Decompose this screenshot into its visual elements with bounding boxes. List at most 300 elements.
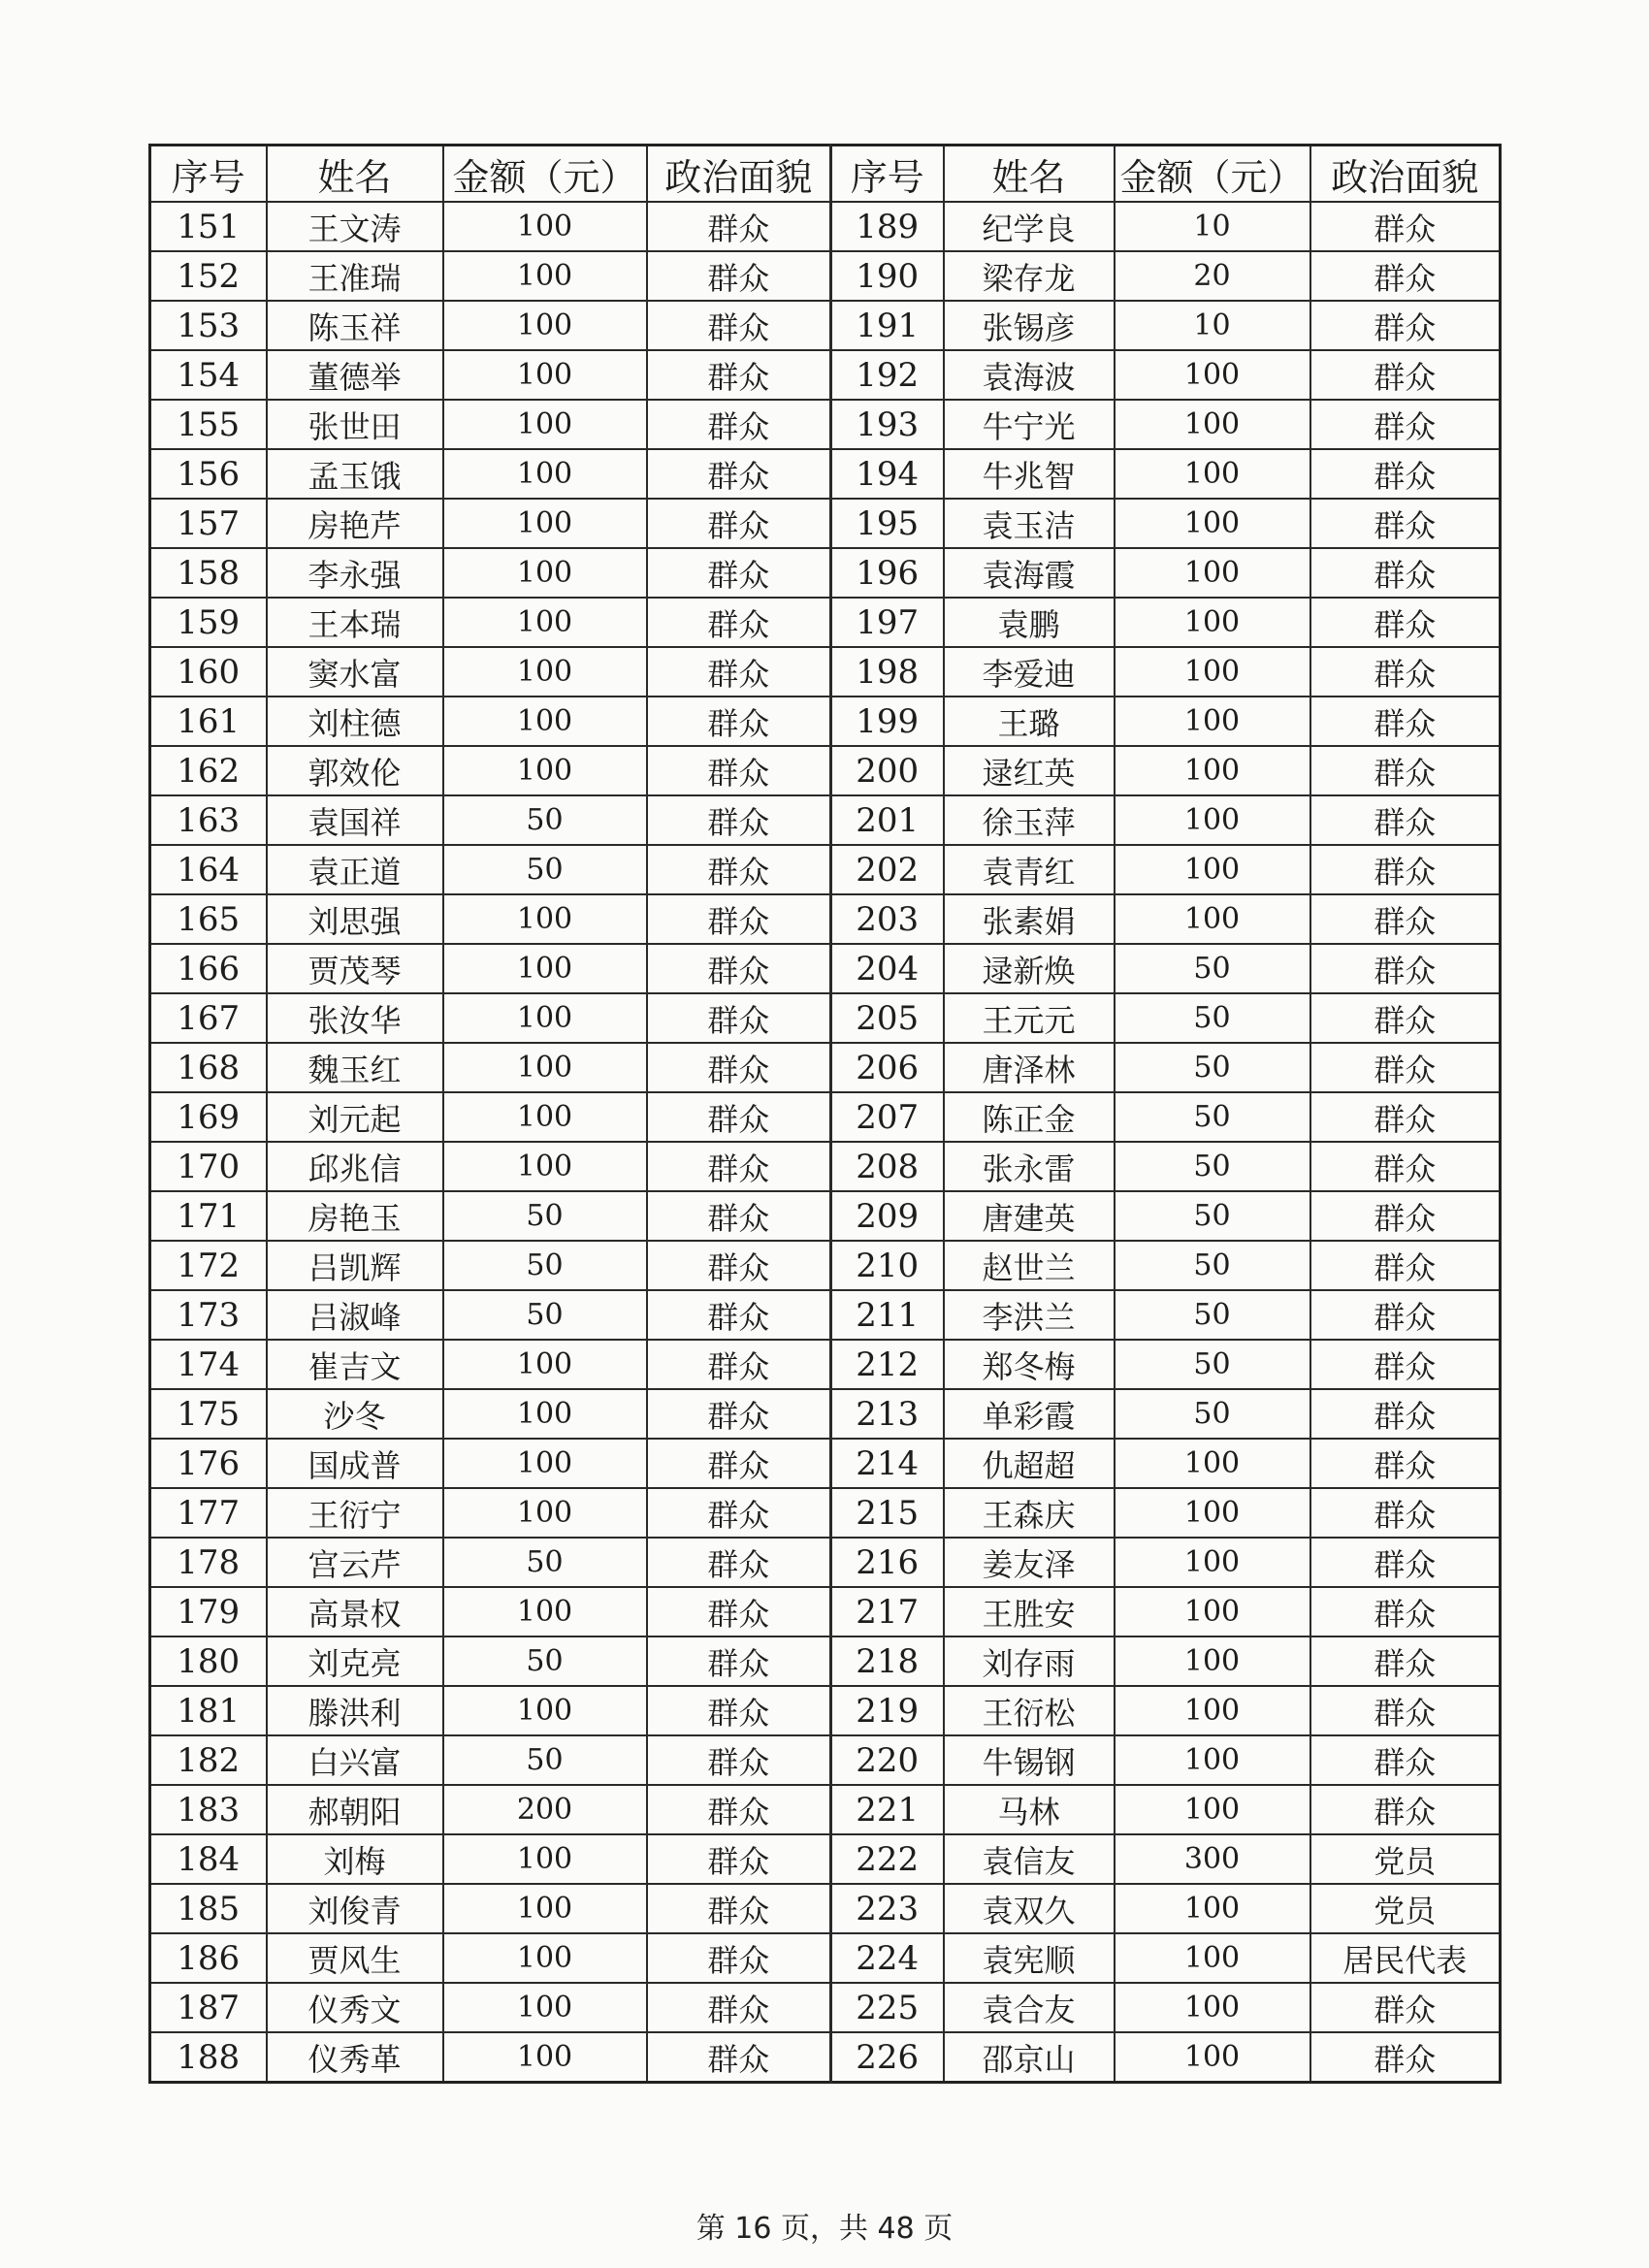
serial-cell: 158 — [150, 548, 267, 598]
serial-cell: 216 — [831, 1538, 944, 1587]
serial-cell: 183 — [150, 1785, 267, 1834]
political-status-cell: 群众 — [1310, 1488, 1501, 1538]
amount-cell: 100 — [443, 1092, 647, 1142]
amount-cell: 100 — [1115, 1538, 1310, 1587]
amount-cell: 100 — [1115, 1587, 1310, 1636]
serial-cell: 182 — [150, 1735, 267, 1785]
serial-cell: 199 — [831, 697, 944, 746]
serial-cell: 192 — [831, 350, 944, 400]
political-status-cell: 群众 — [1310, 1092, 1501, 1142]
name-cell: 刘俊青 — [267, 1884, 443, 1933]
amount-cell: 50 — [1115, 944, 1310, 993]
table-row — [150, 499, 1501, 548]
name-cell: 吕淑峰 — [267, 1290, 443, 1340]
political-status-cell: 群众 — [647, 1933, 831, 1983]
amount-cell: 50 — [1115, 993, 1310, 1043]
name-cell: 逯红英 — [944, 746, 1115, 795]
political-status-cell: 群众 — [647, 548, 831, 598]
name-cell: 王本瑞 — [267, 598, 443, 647]
serial-cell: 189 — [831, 202, 944, 251]
political-status-cell: 群众 — [1310, 1538, 1501, 1587]
name-cell: 袁玉洁 — [944, 499, 1115, 548]
political-status-cell: 群众 — [1310, 697, 1501, 746]
serial-cell: 180 — [150, 1636, 267, 1686]
table-row — [150, 894, 1501, 944]
political-status-cell: 群众 — [1310, 499, 1501, 548]
political-status-cell: 群众 — [1310, 350, 1501, 400]
serial-cell: 163 — [150, 795, 267, 845]
amount-cell: 100 — [1115, 1933, 1310, 1983]
political-status-cell: 群众 — [647, 301, 831, 350]
donation-table — [148, 144, 1502, 2084]
serial-cell: 154 — [150, 350, 267, 400]
political-status-cell: 群众 — [647, 1735, 831, 1785]
name-cell: 仪秀革 — [267, 2032, 443, 2083]
amount-cell: 100 — [1115, 795, 1310, 845]
serial-cell: 184 — [150, 1834, 267, 1884]
table-row — [150, 1092, 1501, 1142]
name-cell: 徐玉萍 — [944, 795, 1115, 845]
amount-cell: 50 — [443, 1735, 647, 1785]
serial-cell: 188 — [150, 2032, 267, 2083]
political-status-cell: 群众 — [1310, 2032, 1501, 2083]
serial-cell: 212 — [831, 1340, 944, 1389]
amount-cell: 50 — [443, 1290, 647, 1340]
political-status-cell: 群众 — [647, 449, 831, 499]
name-cell: 李爱迪 — [944, 647, 1115, 697]
political-status-cell: 党员 — [1310, 1884, 1501, 1933]
political-status-cell: 群众 — [647, 251, 831, 301]
political-status-cell: 群众 — [1310, 1191, 1501, 1241]
name-cell: 滕洪利 — [267, 1686, 443, 1735]
political-status-cell: 群众 — [1310, 1735, 1501, 1785]
table-row — [150, 1340, 1501, 1389]
serial-cell: 170 — [150, 1142, 267, 1191]
amount-cell: 100 — [1115, 350, 1310, 400]
table-body — [150, 202, 1501, 2083]
header-amount: 金额（元） — [443, 146, 647, 203]
name-cell: 邵京山 — [944, 2032, 1115, 2083]
table-row — [150, 993, 1501, 1043]
amount-cell: 100 — [1115, 746, 1310, 795]
serial-cell: 209 — [831, 1191, 944, 1241]
name-cell: 王文涛 — [267, 202, 443, 251]
serial-cell: 152 — [150, 251, 267, 301]
donation-table-sheet — [148, 144, 1499, 2084]
name-cell: 逯新焕 — [944, 944, 1115, 993]
amount-cell: 50 — [1115, 1142, 1310, 1191]
serial-cell: 160 — [150, 647, 267, 697]
amount-cell: 50 — [1115, 1043, 1310, 1092]
table-row — [150, 202, 1501, 251]
serial-cell: 155 — [150, 400, 267, 449]
name-cell: 张世田 — [267, 400, 443, 449]
political-status-cell: 群众 — [647, 1488, 831, 1538]
amount-cell: 100 — [443, 548, 647, 598]
serial-cell: 204 — [831, 944, 944, 993]
amount-cell: 100 — [1115, 697, 1310, 746]
serial-cell: 181 — [150, 1686, 267, 1735]
name-cell: 吕凯辉 — [267, 1241, 443, 1290]
name-cell: 牛兆智 — [944, 449, 1115, 499]
amount-cell: 100 — [443, 1340, 647, 1389]
amount-cell: 100 — [443, 251, 647, 301]
serial-cell: 197 — [831, 598, 944, 647]
name-cell: 张锡彦 — [944, 301, 1115, 350]
amount-cell: 100 — [443, 1389, 647, 1439]
name-cell: 王森庆 — [944, 1488, 1115, 1538]
amount-cell: 100 — [443, 2032, 647, 2083]
amount-cell: 100 — [443, 647, 647, 697]
amount-cell: 50 — [1115, 1092, 1310, 1142]
amount-cell: 100 — [443, 894, 647, 944]
name-cell: 崔吉文 — [267, 1340, 443, 1389]
serial-cell: 179 — [150, 1587, 267, 1636]
name-cell: 袁国祥 — [267, 795, 443, 845]
serial-cell: 178 — [150, 1538, 267, 1587]
name-cell: 牛锡钢 — [944, 1735, 1115, 1785]
serial-cell: 217 — [831, 1587, 944, 1636]
political-status-cell: 群众 — [647, 1241, 831, 1290]
political-status-cell: 群众 — [647, 1785, 831, 1834]
header-political-status: 政治面貌 — [647, 146, 831, 203]
amount-cell: 100 — [443, 400, 647, 449]
political-status-cell: 群众 — [1310, 598, 1501, 647]
political-status-cell: 群众 — [647, 647, 831, 697]
table-row — [150, 746, 1501, 795]
serial-cell: 214 — [831, 1439, 944, 1488]
table-row — [150, 845, 1501, 894]
serial-cell: 195 — [831, 499, 944, 548]
political-status-cell: 群众 — [1310, 746, 1501, 795]
table-row — [150, 795, 1501, 845]
serial-cell: 171 — [150, 1191, 267, 1241]
table-header-row — [150, 146, 1501, 203]
serial-cell: 166 — [150, 944, 267, 993]
amount-cell: 100 — [1115, 1686, 1310, 1735]
name-cell: 梁存龙 — [944, 251, 1115, 301]
political-status-cell: 群众 — [1310, 548, 1501, 598]
amount-cell: 100 — [443, 1142, 647, 1191]
amount-cell: 300 — [1115, 1834, 1310, 1884]
serial-cell: 175 — [150, 1389, 267, 1439]
name-cell: 房艳玉 — [267, 1191, 443, 1241]
serial-cell: 185 — [150, 1884, 267, 1933]
name-cell: 刘梅 — [267, 1834, 443, 1884]
amount-cell: 100 — [443, 1439, 647, 1488]
table-row — [150, 548, 1501, 598]
name-cell: 窦水富 — [267, 647, 443, 697]
table-row — [150, 1735, 1501, 1785]
table-row — [150, 1686, 1501, 1735]
table-row — [150, 301, 1501, 350]
political-status-cell: 群众 — [647, 350, 831, 400]
header-name: 姓名 — [944, 146, 1115, 203]
political-status-cell: 群众 — [647, 400, 831, 449]
name-cell: 姜友泽 — [944, 1538, 1115, 1587]
table-row — [150, 1488, 1501, 1538]
serial-cell: 190 — [831, 251, 944, 301]
name-cell: 袁双久 — [944, 1884, 1115, 1933]
table-row — [150, 944, 1501, 993]
name-cell: 房艳芹 — [267, 499, 443, 548]
name-cell: 王衍宁 — [267, 1488, 443, 1538]
amount-cell: 100 — [443, 202, 647, 251]
table-row — [150, 251, 1501, 301]
political-status-cell: 群众 — [1310, 1587, 1501, 1636]
political-status-cell: 群众 — [1310, 993, 1501, 1043]
serial-cell: 211 — [831, 1290, 944, 1340]
amount-cell: 100 — [443, 746, 647, 795]
table-row — [150, 400, 1501, 449]
political-status-cell: 群众 — [647, 697, 831, 746]
amount-cell: 100 — [1115, 598, 1310, 647]
table-row — [150, 1241, 1501, 1290]
political-status-cell: 群众 — [1310, 1686, 1501, 1735]
political-status-cell: 党员 — [1310, 1834, 1501, 1884]
header-political-status: 政治面貌 — [1310, 146, 1501, 203]
amount-cell: 100 — [443, 301, 647, 350]
amount-cell: 100 — [1115, 845, 1310, 894]
political-status-cell: 群众 — [647, 1587, 831, 1636]
name-cell: 郝朝阳 — [267, 1785, 443, 1834]
amount-cell: 100 — [1115, 1439, 1310, 1488]
name-cell: 贾茂琴 — [267, 944, 443, 993]
serial-cell: 193 — [831, 400, 944, 449]
table-row — [150, 2032, 1501, 2083]
name-cell: 王元元 — [944, 993, 1115, 1043]
name-cell: 魏玉红 — [267, 1043, 443, 1092]
name-cell: 赵世兰 — [944, 1241, 1115, 1290]
serial-cell: 159 — [150, 598, 267, 647]
amount-cell: 100 — [1115, 1735, 1310, 1785]
name-cell: 宫云芹 — [267, 1538, 443, 1587]
table-row — [150, 1290, 1501, 1340]
serial-cell: 221 — [831, 1785, 944, 1834]
political-status-cell: 群众 — [647, 894, 831, 944]
political-status-cell: 群众 — [647, 1834, 831, 1884]
amount-cell: 100 — [443, 1043, 647, 1092]
political-status-cell: 群众 — [647, 1043, 831, 1092]
name-cell: 刘元起 — [267, 1092, 443, 1142]
serial-cell: 164 — [150, 845, 267, 894]
political-status-cell: 群众 — [1310, 1983, 1501, 2032]
name-cell: 孟玉饿 — [267, 449, 443, 499]
name-cell: 贾风生 — [267, 1933, 443, 1983]
name-cell: 袁海霞 — [944, 548, 1115, 598]
name-cell: 王璐 — [944, 697, 1115, 746]
amount-cell: 100 — [443, 993, 647, 1043]
political-status-cell: 群众 — [1310, 1142, 1501, 1191]
serial-cell: 219 — [831, 1686, 944, 1735]
name-cell: 国成普 — [267, 1439, 443, 1488]
serial-cell: 198 — [831, 647, 944, 697]
serial-cell: 165 — [150, 894, 267, 944]
name-cell: 袁青红 — [944, 845, 1115, 894]
amount-cell: 100 — [443, 1488, 647, 1538]
table-row — [150, 1834, 1501, 1884]
name-cell: 王准瑞 — [267, 251, 443, 301]
amount-cell: 50 — [443, 1241, 647, 1290]
name-cell: 仇超超 — [944, 1439, 1115, 1488]
table-row — [150, 1587, 1501, 1636]
table-row — [150, 1636, 1501, 1686]
table-row — [150, 1538, 1501, 1587]
political-status-cell: 群众 — [1310, 1340, 1501, 1389]
table-row — [150, 1043, 1501, 1092]
name-cell: 王衍松 — [944, 1686, 1115, 1735]
amount-cell: 10 — [1115, 202, 1310, 251]
amount-cell: 100 — [443, 1686, 647, 1735]
political-status-cell: 居民代表 — [1310, 1933, 1501, 1983]
serial-cell: 225 — [831, 1983, 944, 2032]
serial-cell: 210 — [831, 1241, 944, 1290]
table-row — [150, 1191, 1501, 1241]
name-cell: 张素娟 — [944, 894, 1115, 944]
name-cell: 纪学良 — [944, 202, 1115, 251]
amount-cell: 100 — [443, 499, 647, 548]
amount-cell: 100 — [1115, 1785, 1310, 1834]
name-cell: 李洪兰 — [944, 1290, 1115, 1340]
serial-cell: 218 — [831, 1636, 944, 1686]
political-status-cell: 群众 — [647, 845, 831, 894]
serial-cell: 177 — [150, 1488, 267, 1538]
serial-cell: 215 — [831, 1488, 944, 1538]
name-cell: 张永雷 — [944, 1142, 1115, 1191]
political-status-cell: 群众 — [647, 944, 831, 993]
amount-cell: 200 — [443, 1785, 647, 1834]
name-cell: 袁海波 — [944, 350, 1115, 400]
name-cell: 陈玉祥 — [267, 301, 443, 350]
serial-cell: 157 — [150, 499, 267, 548]
amount-cell: 100 — [443, 1834, 647, 1884]
political-status-cell: 群众 — [647, 1686, 831, 1735]
amount-cell: 50 — [443, 1636, 647, 1686]
table-row — [150, 1439, 1501, 1488]
serial-cell: 191 — [831, 301, 944, 350]
political-status-cell: 群众 — [1310, 202, 1501, 251]
serial-cell: 153 — [150, 301, 267, 350]
name-cell: 李永强 — [267, 548, 443, 598]
amount-cell: 100 — [1115, 1488, 1310, 1538]
amount-cell: 100 — [443, 1983, 647, 2032]
header-name: 姓名 — [267, 146, 443, 203]
serial-cell: 207 — [831, 1092, 944, 1142]
amount-cell: 50 — [1115, 1241, 1310, 1290]
amount-cell: 50 — [1115, 1191, 1310, 1241]
name-cell: 袁合友 — [944, 1983, 1115, 2032]
political-status-cell: 群众 — [1310, 647, 1501, 697]
political-status-cell: 群众 — [1310, 944, 1501, 993]
amount-cell: 100 — [443, 944, 647, 993]
table-row — [150, 1884, 1501, 1933]
name-cell: 牛宁光 — [944, 400, 1115, 449]
political-status-cell: 群众 — [1310, 301, 1501, 350]
political-status-cell: 群众 — [1310, 845, 1501, 894]
table-row — [150, 350, 1501, 400]
amount-cell: 100 — [443, 1933, 647, 1983]
table-row — [150, 1142, 1501, 1191]
name-cell: 刘存雨 — [944, 1636, 1115, 1686]
name-cell: 唐泽林 — [944, 1043, 1115, 1092]
name-cell: 仪秀文 — [267, 1983, 443, 2032]
table-row — [150, 449, 1501, 499]
amount-cell: 100 — [443, 350, 647, 400]
name-cell: 袁正道 — [267, 845, 443, 894]
table-row — [150, 1389, 1501, 1439]
serial-cell: 194 — [831, 449, 944, 499]
amount-cell: 50 — [443, 1191, 647, 1241]
political-status-cell: 群众 — [1310, 1785, 1501, 1834]
political-status-cell: 群众 — [647, 499, 831, 548]
political-status-cell: 群众 — [647, 1983, 831, 2032]
political-status-cell: 群众 — [647, 1636, 831, 1686]
serial-cell: 168 — [150, 1043, 267, 1092]
serial-cell: 200 — [831, 746, 944, 795]
amount-cell: 20 — [1115, 251, 1310, 301]
political-status-cell: 群众 — [647, 2032, 831, 2083]
serial-cell: 173 — [150, 1290, 267, 1340]
political-status-cell: 群众 — [647, 993, 831, 1043]
political-status-cell: 群众 — [647, 746, 831, 795]
table-row — [150, 1933, 1501, 1983]
political-status-cell: 群众 — [647, 1439, 831, 1488]
header-amount: 金额（元） — [1115, 146, 1310, 203]
political-status-cell: 群众 — [1310, 1241, 1501, 1290]
amount-cell: 100 — [443, 697, 647, 746]
political-status-cell: 群众 — [1310, 1389, 1501, 1439]
amount-cell: 100 — [443, 1587, 647, 1636]
name-cell: 白兴富 — [267, 1735, 443, 1785]
name-cell: 刘克亮 — [267, 1636, 443, 1686]
serial-cell: 203 — [831, 894, 944, 944]
name-cell: 唐建英 — [944, 1191, 1115, 1241]
serial-cell: 213 — [831, 1389, 944, 1439]
serial-cell: 161 — [150, 697, 267, 746]
amount-cell: 50 — [1115, 1340, 1310, 1389]
amount-cell: 100 — [1115, 499, 1310, 548]
serial-cell: 162 — [150, 746, 267, 795]
amount-cell: 100 — [1115, 548, 1310, 598]
serial-cell: 201 — [831, 795, 944, 845]
table-row — [150, 647, 1501, 697]
name-cell: 袁宪顺 — [944, 1933, 1115, 1983]
political-status-cell: 群众 — [647, 1142, 831, 1191]
name-cell: 袁鹏 — [944, 598, 1115, 647]
amount-cell: 100 — [443, 449, 647, 499]
serial-cell: 208 — [831, 1142, 944, 1191]
serial-cell: 151 — [150, 202, 267, 251]
name-cell: 邱兆信 — [267, 1142, 443, 1191]
amount-cell: 10 — [1115, 301, 1310, 350]
header-serial: 序号 — [150, 146, 267, 203]
political-status-cell: 群众 — [647, 1389, 831, 1439]
serial-cell: 205 — [831, 993, 944, 1043]
name-cell: 沙冬 — [267, 1389, 443, 1439]
political-status-cell: 群众 — [1310, 1636, 1501, 1686]
serial-cell: 222 — [831, 1834, 944, 1884]
serial-cell: 196 — [831, 548, 944, 598]
serial-cell: 206 — [831, 1043, 944, 1092]
amount-cell: 50 — [443, 1538, 647, 1587]
political-status-cell: 群众 — [647, 795, 831, 845]
amount-cell: 100 — [1115, 1884, 1310, 1933]
amount-cell: 50 — [1115, 1290, 1310, 1340]
serial-cell: 223 — [831, 1884, 944, 1933]
political-status-cell: 群众 — [1310, 795, 1501, 845]
amount-cell: 50 — [443, 845, 647, 894]
political-status-cell: 群众 — [1310, 894, 1501, 944]
